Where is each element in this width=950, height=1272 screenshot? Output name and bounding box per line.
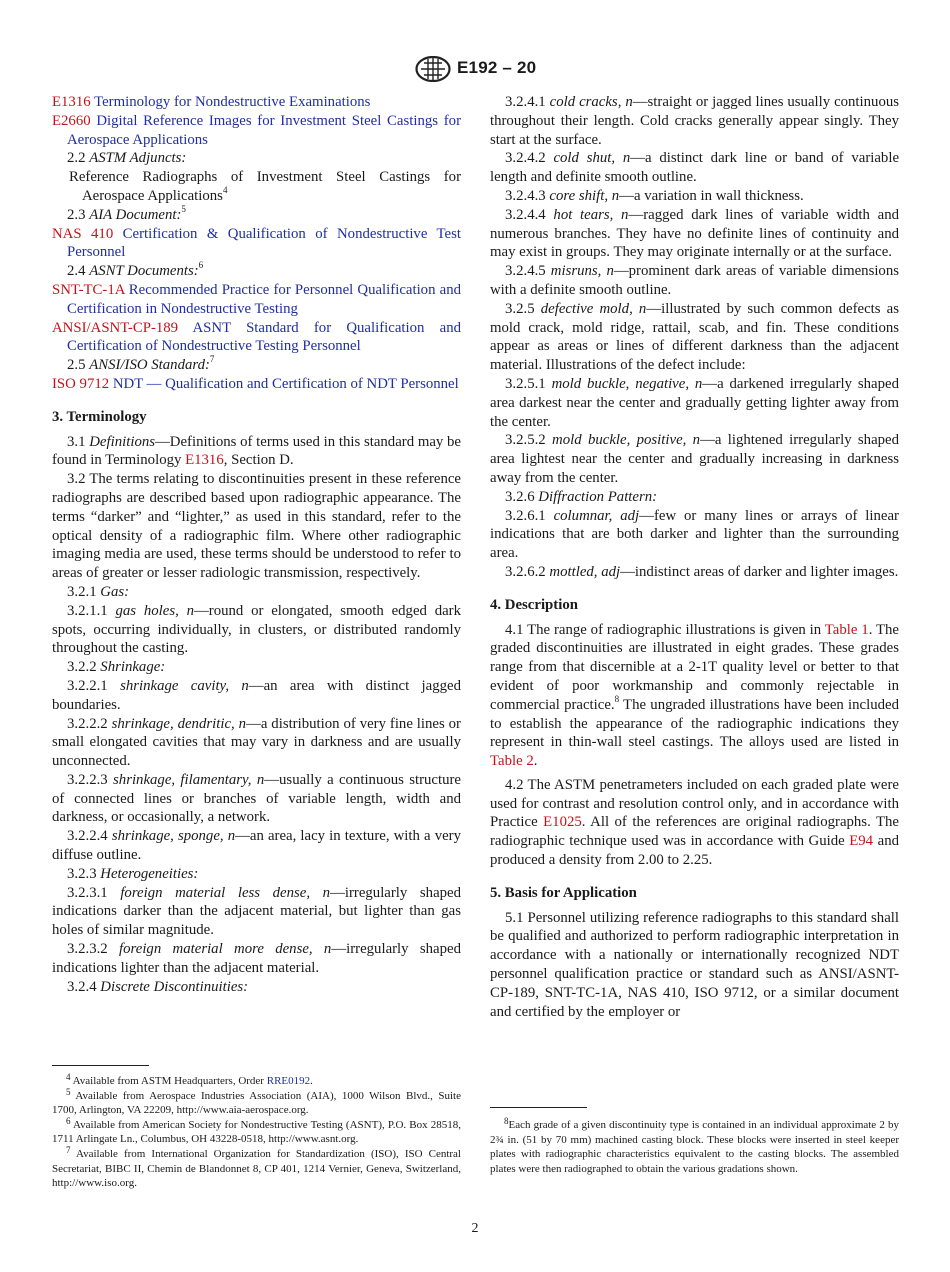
reference-code-link[interactable]: ISO 9712 [52, 375, 110, 392]
paragraph-3-2-6-2: 3.2.6.2 mottled, adj—indistinct areas of darker and lighter images. [505, 563, 899, 580]
right-footnotes [490, 1118, 899, 1176]
paragraph-3-2-3-1: 3.2.3.1 foreign material less dense, n—irregularly shaped indications darker than the adjacent material, but lighter than gas holes of similar magnitude. [52, 884, 461, 939]
subsection-2-3: 2.3 AIA Document:$^5$ [67, 203, 186, 223]
paragraph-3-1: 3.1 Definitions—Definitions of terms used in this standard may be found in Terminology E1316, Section D. [52, 433, 461, 469]
paragraph-3-2-2-3: 3.2.2.3 shrinkage, filamentary, n—usually a continuous structure of connected lines or branches of variable length, width and darkness, or occasionally, a network. [52, 771, 461, 826]
reference-title-link[interactable]: Certification & Qualification of Nondestructive Test Personnel [67, 225, 461, 261]
subsection-2-5: 2.5 ANSI/ISO Standard:$^7$ [67, 354, 215, 374]
footnote-4: $^4$ Available from ASTM Headquarters, Order RRE0192. [66, 1072, 313, 1087]
right-column [490, 93, 899, 1021]
left-column [52, 93, 461, 996]
page-header [0, 56, 950, 84]
paragraph-3-2-2-1: 3.2.2.1 shrinkage cavity, n—an area with distinct jagged boundaries. [52, 677, 461, 713]
footnote-divider [52, 1065, 149, 1066]
paragraph-3-2-4-2: 3.2.4.2 cold shut, n—a distinct dark line or band of variable length and definite smooth outline. [490, 150, 900, 186]
paragraph-5-1: 5.1 Personnel utilizing reference radiographs to this standard shall be qualified and authorized to perform radiographic interpretation in accordance with a nationally or internationally recognized NDT personnel qualification practice or standard such as ANSI/ASNT-CP-189, SNT-TC-1A, NAS 410, ISO 9712, or a similar document and certified by the employer or [490, 909, 899, 1020]
paragraph-3-2-3: 3.2.3 Heterogeneities: [67, 865, 199, 882]
paragraph-3-2: 3.2 The terms relating to discontinuities present in these reference radiographs are described based upon radiographic appearance. The terms “darker” and “lighter,” as used in this standard, refer to the optical density of a radiographic film. Where other radiographic imaging media are used, these terms should be understood to refer to areas of greater or lesser radiologic transmission, respectively. [52, 471, 461, 582]
reference-e2660 [52, 112, 461, 150]
paragraph-3-2-2-2: 3.2.2.2 shrinkage, dendritic, n—a distribution of very fine lines or small elongated cavities that may vary in darkness and are usually unconnected. [52, 715, 461, 770]
paragraph-4-1: 4.1 The range of radiographic illustrations is given in Table 1. The graded discontinuities are illustrated in eight grades. These grades range from that discernible at a 2-1T quality level or better to that evident of poor workmanship and commonly rejectable in commercial practice.$^8$ The ungraded illustrations have been included to establish the appearance of the radiographic indications they represent in thin-wall steel castings. The alloys used are listed in Table 2. [490, 621, 899, 770]
table-1-link[interactable]: Table 1 [824, 621, 869, 638]
paragraph-3-2-4-1: 3.2.4.1 cold cracks, n—straight or jagged lines usually continuous throughout their length. Cold cracks generally appear singly. They start at the surface. [490, 94, 900, 148]
paragraph-3-2-4-4: 3.2.4.4 hot tears, n—ragged dark lines of variable width and numerous branches. They have no definite lines of continuity and may exist in groups. They may originate internally or at the surface. [490, 206, 900, 261]
paragraph-3-2-6: 3.2.6 Diffraction Pattern: [505, 488, 658, 505]
paragraph-3-2-1: 3.2.1 Gas: [67, 583, 130, 600]
page-number: 2 [471, 1221, 479, 1236]
footnote-marker: 6 [198, 260, 204, 271]
reference-title-link[interactable]: Digital Reference Images for Investment Steel Castings for Aerospace Applications [67, 112, 461, 148]
paragraph-3-2-4: 3.2.4 Discrete Discontinuities: [67, 978, 249, 995]
footnote-divider [490, 1107, 587, 1108]
rre0192-link[interactable]: RRE0192 [266, 1075, 311, 1087]
reference-ansi-cp-189 [52, 319, 461, 357]
footnote-marker: 4 [222, 184, 228, 195]
reference-code-link[interactable]: E2660 [52, 112, 91, 129]
footnote-marker: 5 [181, 203, 186, 214]
paragraph-3-2-5-2: 3.2.5.2 mold buckle, positive, n—a lightened irregularly shaped area lightest near the center and gradually increasing in darkness away from the center. [490, 432, 900, 486]
paragraph-4-2: 4.2 The ASTM penetrameters included on each graded plate were used for contrast and resolution control only, and in accordance with Practice E1025. All of the references are original radiographs. The radiographic technique used was in accordance with Guide E94 and produced a density from 2.00 to 2.25. [490, 776, 899, 869]
table-2-link[interactable]: Table 2 [490, 753, 534, 770]
e1025-link[interactable]: E1025 [543, 814, 582, 831]
footnote-5: $^5$ Available from Aerospace Industries Association (AIA), 1000 Wilson Blvd., Suite 1700, Arlington, VA 22209, http://www.aia-aerospace.org. [52, 1086, 461, 1117]
reference-snt-tc-1a [52, 281, 461, 319]
paragraph-3-2-6-1: 3.2.6.1 columnar, adj—few or many lines or arrays of linear indications that are both darker and lighter than the surrounding area. [490, 507, 899, 562]
section-heading-description: 4. Description [490, 596, 578, 613]
reference-title-link[interactable]: Terminology for Nondestructive Examinations [94, 94, 371, 110]
subsection-2-4: 2.4 ASNT Documents:$^6$ [67, 260, 204, 280]
reference-code-link[interactable]: E1316 [52, 94, 91, 110]
paragraph-3-2-1-1: 3.2.1.1 gas holes, n—round or elongated, smooth edged dark spots, occurring individually, in clusters, or distributed randomly throughout the casting. [52, 602, 461, 657]
footnote-marker: 8 [614, 693, 620, 704]
footnote-6: $^6$ Available from American Society for Nondestructive Testing (ASNT), P.O. Box 28518, 1711 Arlingate Ln., Columbus, OH 43228-0518, http://www.asnt.org. [52, 1115, 461, 1146]
e1316-link[interactable]: E1316 [185, 452, 224, 469]
reference-title-link[interactable]: Recommended Practice for Personnel Qualification and Certification in Nondestructive Testing [67, 281, 461, 317]
section-heading-basis-for-application: 5. Basis for Application [490, 884, 637, 901]
paragraph-3-2-4-3: 3.2.4.3 core shift, n—a variation in wall thickness. [505, 187, 804, 204]
paragraph-3-2-5-1: 3.2.5.1 mold buckle, negative, n—a darkened irregularly shaped area darkest near the center and gradually getting lighter away from the center. [490, 375, 899, 430]
paragraph-3-2-4-5: 3.2.4.5 misruns, n—prominent dark areas of variable dimensions with a definite smooth outline. [490, 263, 899, 298]
reference-title-link[interactable]: NDT — Qualification and Certification of NDT Personnel [112, 375, 459, 392]
adjunct-entry: Reference Radiographs of Investment Steel Castings for Aerospace Applications$^4$ [69, 169, 461, 204]
e94-link[interactable]: E94 [849, 833, 874, 850]
reference-code-link[interactable]: ANSI/ASNT-CP-189 [52, 319, 179, 336]
paragraph-3-2-2: 3.2.2 Shrinkage: [67, 659, 166, 676]
subsection-2-2: 2.2 ASTM Adjuncts: [67, 150, 187, 167]
reference-nas-410 [52, 225, 461, 263]
reference-title-link[interactable]: ASNT Standard for Qualification and Certification of Nondestructive Testing Personnel [67, 319, 461, 355]
paragraph-3-2-3-2: 3.2.3.2 foreign material more dense, n—irregularly shaped indications lighter than the adjacent material. [52, 941, 461, 976]
astm-logo-icon [415, 56, 451, 82]
document-number: E192 – 20 [457, 58, 537, 77]
reference-code-link[interactable]: SNT-TC-1A [52, 281, 125, 298]
paragraph-3-2-2-4: 3.2.2.4 shrinkage, sponge, n—an area, lacy in texture, with a very diffuse outline. [52, 828, 461, 864]
left-footnotes [52, 1074, 461, 1191]
reference-code-link[interactable]: NAS 410 [52, 225, 114, 242]
reference-iso-9712 [52, 375, 461, 394]
paragraph-3-2-5: 3.2.5 defective mold, n—illustrated by such common defects as mold crack, mold ridge, rattail, scab, and fin. These conditions appear as areas or lines of different darkness than the adjacent material. Illustrations of the defect include: [490, 300, 899, 374]
footnote-8: $^8$Each grade of a given discontinuity type is contained in an individual approximate 2 by 2¾ in. (51 by 70 mm) machined casting block. These blocks were inserted in steel keeper plates with radiographic characteristics equivalent to the casting blocks. The assembled plates were then radiographed to obtain the various gradations shown. [490, 1116, 899, 1175]
footnote-marker: 7 [209, 354, 215, 365]
reference-e1316 [52, 93, 461, 112]
section-heading-terminology: 3. Terminology [52, 408, 147, 425]
footnote-7: $^7$ Available from International Organization for Standardization (ISO), ISO Central Secretariat, BIBC II, Chemin de Blandonnet 8, CP 401, 1214 Vernier, Geneva, Switzerland, http://www.iso.org. [52, 1144, 461, 1190]
